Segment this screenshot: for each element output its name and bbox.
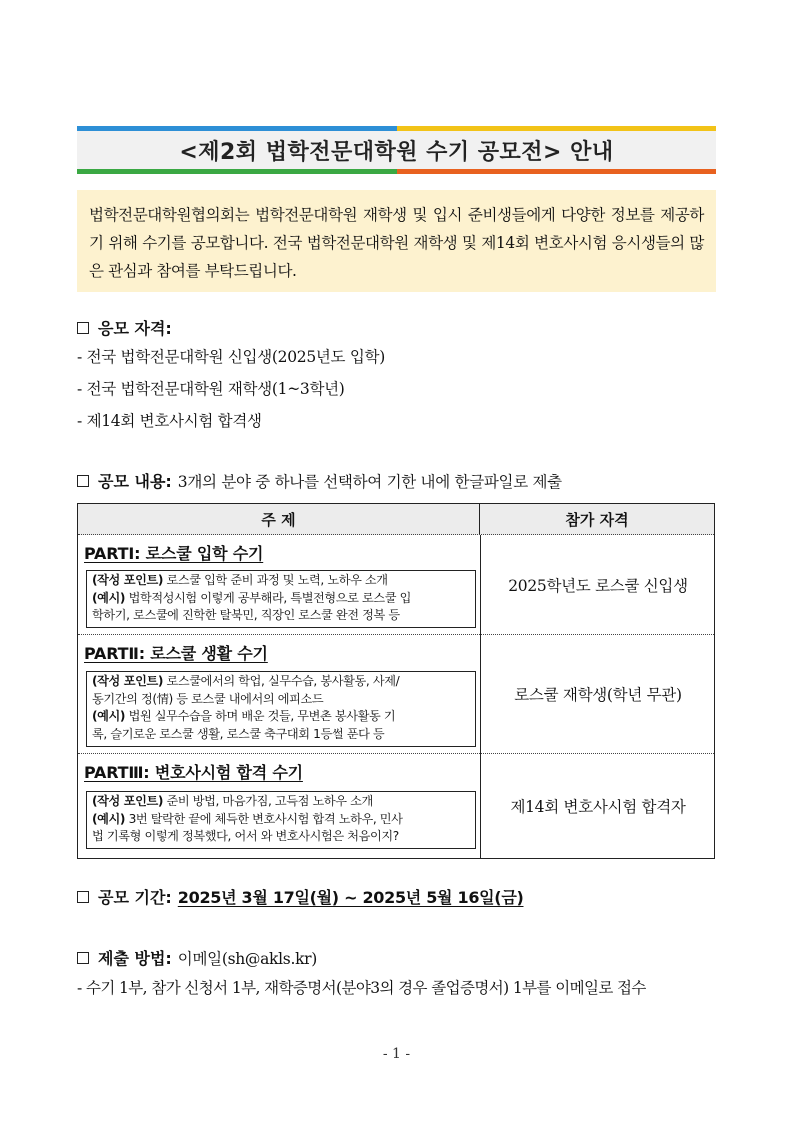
table-row-line: (예시) 3번 탈락한 끝에 체득한 변호사시험 합격 노하우, 민사 bbox=[92, 811, 403, 826]
page-title: <제2회 법학전문대학원 수기 공모전> 안내 bbox=[179, 139, 614, 165]
table-row-line: 동기간의 정(情) 등 로스쿨 내에서의 에피소드 bbox=[92, 691, 324, 706]
part2-eligibility: 로스쿨 재학생(학년 무관) bbox=[514, 686, 682, 704]
part1-title: PARTⅠ: 로스쿨 입학 수기 bbox=[84, 544, 264, 563]
eligibility-item: - 전국 법학전문대학원 재학생(1~3학년) bbox=[77, 380, 345, 398]
content-description: 3개의 분야 중 하나를 선택하여 기한 내에 한글파일로 제출 bbox=[177, 472, 562, 491]
checkbox-square-icon bbox=[77, 952, 89, 964]
table-row-line: 법 기록형 이렇게 정복했다, 어서 와 변호사시험은 처음이지? bbox=[92, 829, 399, 843]
submission-heading bbox=[77, 946, 317, 969]
eligibility-heading-label: 응모 자격: bbox=[98, 319, 172, 338]
header-eligibility: 참가 자격 bbox=[565, 510, 629, 529]
part1-description bbox=[86, 570, 476, 628]
table-row-line: (작성 포인트) 로스쿨에서의 학업, 실무수습, 봉사활동, 사제/ bbox=[92, 674, 400, 688]
intro-text: 법학전문대학원협의회는 법학전문대학원 재학생 및 입시 준비생들에게 다양한 정보를 제공하기 위해 수기를 공모합니다. 전국 법학전문대학원 재학생 및 제14회 변호사시험 응시생들의 많은 관심과 참여를 부탁드립니다. bbox=[89, 206, 704, 280]
checkbox-square-icon bbox=[77, 322, 89, 334]
period-value: 2025년 3월 17일(월) ~ 2025년 5월 16일(금) bbox=[177, 888, 524, 907]
table-row-line: (예시) 법학적성시험 이렇게 공부해라, 특별전형으로 로스쿨 입 bbox=[92, 590, 411, 605]
part3-title: PARTⅢ: 변호사시험 합격 수기 bbox=[84, 763, 303, 782]
checkbox-square-icon bbox=[77, 891, 89, 903]
content-heading-label: 공모 내용: bbox=[98, 472, 172, 491]
table-header bbox=[78, 504, 714, 535]
eligibility-heading bbox=[77, 316, 172, 339]
title-bottom-bar bbox=[77, 169, 716, 174]
table-row-line: (작성 포인트) 준비 방법, 마음가짐, 고득점 노하우 소개 bbox=[92, 794, 373, 808]
submission-heading-label: 제출 방법: bbox=[98, 949, 172, 968]
intro-box bbox=[77, 190, 716, 292]
period-heading-label: 공모 기간: bbox=[98, 888, 172, 907]
submission-detail: - 수기 1부, 참가 신청서 1부, 재학증명서(분야3의 경우 졸업증명서) 1부를 이메일로 접수 bbox=[77, 979, 646, 997]
period-heading bbox=[77, 885, 523, 908]
part3-description bbox=[86, 791, 476, 849]
checkbox-square-icon bbox=[77, 475, 89, 487]
content-heading bbox=[77, 469, 562, 492]
title-background bbox=[77, 131, 716, 169]
part1-eligibility: 2025학년도 로스쿨 신입생 bbox=[508, 576, 688, 595]
table-row-line: (작성 포인트) 로스쿨 입학 준비 과정 및 노력, 노하우 소개 bbox=[92, 573, 388, 587]
table-row-line: 록, 슬기로운 로스쿨 생활, 로스쿨 축구대회 1등썰 푼다 등 bbox=[92, 726, 385, 741]
header-topic: 주 제 bbox=[78, 504, 480, 534]
title-banner bbox=[77, 126, 716, 174]
table-row-line: (예시) 법원 실무수습을 하며 배운 것들, 무변촌 봉사활동 기 bbox=[92, 709, 396, 723]
eligibility-item: - 전국 법학전문대학원 신입생(2025년도 입학) bbox=[77, 348, 385, 366]
part3-eligibility: 제14회 변호사시험 합격자 bbox=[510, 798, 686, 816]
topics-table bbox=[77, 503, 715, 859]
part2-description bbox=[86, 671, 476, 747]
eligibility-item: - 제14회 변호사시험 합격생 bbox=[77, 412, 262, 430]
part2-title: PARTⅡ: 로스쿨 생활 수기 bbox=[84, 644, 268, 663]
table-row-line: 학하기, 로스쿨에 진학한 탈북민, 직장인 로스쿨 완전 정복 등 bbox=[92, 608, 400, 622]
submission-email: 이메일(sh@akls.kr) bbox=[177, 949, 318, 968]
page-number: - 1 - bbox=[382, 1046, 411, 1062]
